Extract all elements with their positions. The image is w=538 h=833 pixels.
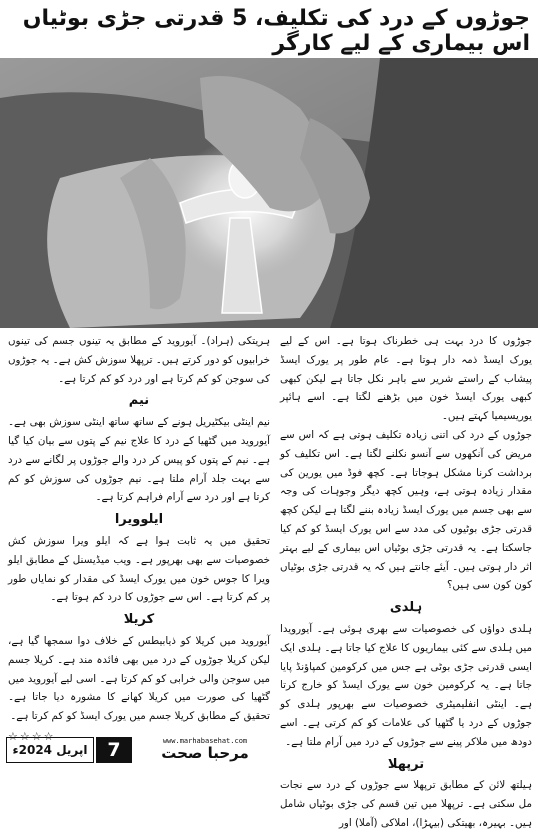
section-heading-aloe-vera: ایلوویرا <box>114 512 164 528</box>
intro-paragraph: جوڑوں کا درد بہت ہی خطرناک ہوتا ہے۔ اس کے لیے یورک ایسڈ ذمہ دار ہوتا ہے۔ عام طور پر یورک ایسڈ پیشاب کے راستے شریر سے باہر نکل جاتا ہے لیکن کبھی کبھی یورک ایسڈ خون میں بڑھنے لگتا ہے۔ اسے ہائپر یوریسیمیا کہتے ہیں۔ <box>280 335 532 423</box>
section-heading-turmeric: ہلدی <box>389 600 423 616</box>
section-text-triphala: ہیلتھ لائن کے مطابق ترپھلا سے جوڑوں کے درد سے نجات مل سکتی ہے۔ ترپھلا میں تین قسم کی جڑی بوٹیاں شامل ہیں۔ بہیرہ، بھیتکی (بیہڑا)، املاکی (آملا) اور <box>280 779 532 829</box>
magazine-name: مرحبا صحت <box>161 744 249 762</box>
knee-pain-photo <box>0 58 538 328</box>
article-headline: جوڑوں کے درد کی تکلیف، 5 قدرتی جڑی بوٹیاں اس بیماری کے لیے کارگر <box>22 6 530 56</box>
section-heading-triphala: ترپھلا <box>387 756 425 772</box>
page-number: 7 <box>96 737 132 763</box>
section-heading-bitter-gourd: کریلا <box>123 612 155 628</box>
issue-date: اپریل 2024ء <box>6 737 94 763</box>
triphala-continuation: ہریتکی (ہراد)۔ آیوروید کے مطابق یہ تینوں جسم کی تینوں خرابیوں کو دور کرتے ہیں۔ ترپھلا سوزش کش ہے۔ یہ جوڑوں کی سوجن کو کم کرتا ہے اور درد کو کم کرتا ہے۔ <box>8 335 270 385</box>
section-text-neem: نیم اینٹی بیکٹیریل ہونے کے ساتھ ساتھ اینٹی سوزش بھی ہے۔ آیوروید میں گٹھیا کے درد کا علاج نیم کے پتوں سے بیان کیا گیا ہے۔ نیم کے پتوں کو پیس کر درد والے جوڑوں پر لگانے سے درد سے بہت جلد آرام ملتا ہے۔ نیم جوڑوں کی سوزش کو کم کرتا ہے اور درد سے آرام فراہم کرتا ہے۔ <box>8 416 270 504</box>
knee-pain-illustration <box>0 58 538 328</box>
section-text-bitter-gourd: آیوروید میں کریلا کو ذیابیطس کے خلاف دوا سمجھا گیا ہے، لیکن کریلا جوڑوں کے درد میں بھی فائدہ مند ہے۔ کریلا جسم میں سوجن والی خرابی کو کم کرتا ہے۔ اسی لیے آیوروید میں گٹھیا کی صورت میں کریلا کھانے کا مشورہ دیا جاتا ہے۔ تحقیق کے مطابق کریلا جسم میں یورک ایسڈ کو کم کرتا ہے۔ <box>8 634 270 723</box>
section-text-aloe-vera: تحقیق میں یہ ثابت ہوا ہے کہ ایلو ویرا سوزش کش خصوصیات سے بھی بھرپور ہے۔ ویب میڈیسنل کے مطابق ایلو ویرا کا جوس خون میں یورک ایسڈ کی مقدار کو نمایاں طور پر کم کرتا ہے۔ اس سے جوڑوں کا درد کم ہوتا ہے۔ <box>8 534 270 604</box>
website-url: www.marhabasehat.com <box>162 737 248 745</box>
magazine-brand <box>140 737 270 763</box>
article-column-left <box>8 332 270 747</box>
intro-paragraph: جوڑوں کے درد کی اتنی زیادہ تکلیف ہوتی ہے کہ اس سے مریض کی آنکھوں سے آنسو نکلنے لگتا ہے۔ اس تکلیف کو برداشت کرنا مشکل ہوجاتا ہے۔ کچھ فوڈ میں یورین کی مقدار زیادہ ہوتی ہے، وہیں کچھ دیگر وجوہات کی وجہ سے بھی جسم میں یورک ایسڈ زیادہ بننے لگتا ہے لیکن کچھ قدرتی جڑی بوٹیوں کی مدد سے اس یورک ایسڈ کو کم کیا جاسکتا ہے۔ یہ قدرتی جڑی بوٹیاں اس بیماری کے لیے بہتر اثر دار ہوتی ہیں۔ آیئے جانتے ہیں کہ یہ قدرتی جڑی بوٹیاں کون کون سی ہیں؟ <box>280 428 532 592</box>
section-text-turmeric: ہلدی دواؤں کی خصوصیات سے بھری ہوئی ہے۔ آیورویدا میں ہلدی سے کئی بیماریوں کا علاج کیا جاتا ہے۔ ہلدی ایک ایسی قدرتی جڑی بوٹی ہے جس میں کرکومین کمپاؤنڈ پایا جاتا ہے۔ یہ کرکومین خون سے یورک ایسڈ کو خارج کرتا ہے۔ اینٹی انفلیمیٹری خصوصیات سے بھرپور ہلدی کو جوڑوں کے درد یا گٹھیا کی علامات کو کم کرتی ہے۔ اسے دودھ میں ملاکر پینے سے جوڑوں کے درد میں آرام ملتا ہے۔ <box>280 622 532 748</box>
page-footer <box>0 737 538 764</box>
section-heading-neem: نیم <box>128 393 150 409</box>
end-mark: ☆☆☆☆ <box>8 729 56 743</box>
